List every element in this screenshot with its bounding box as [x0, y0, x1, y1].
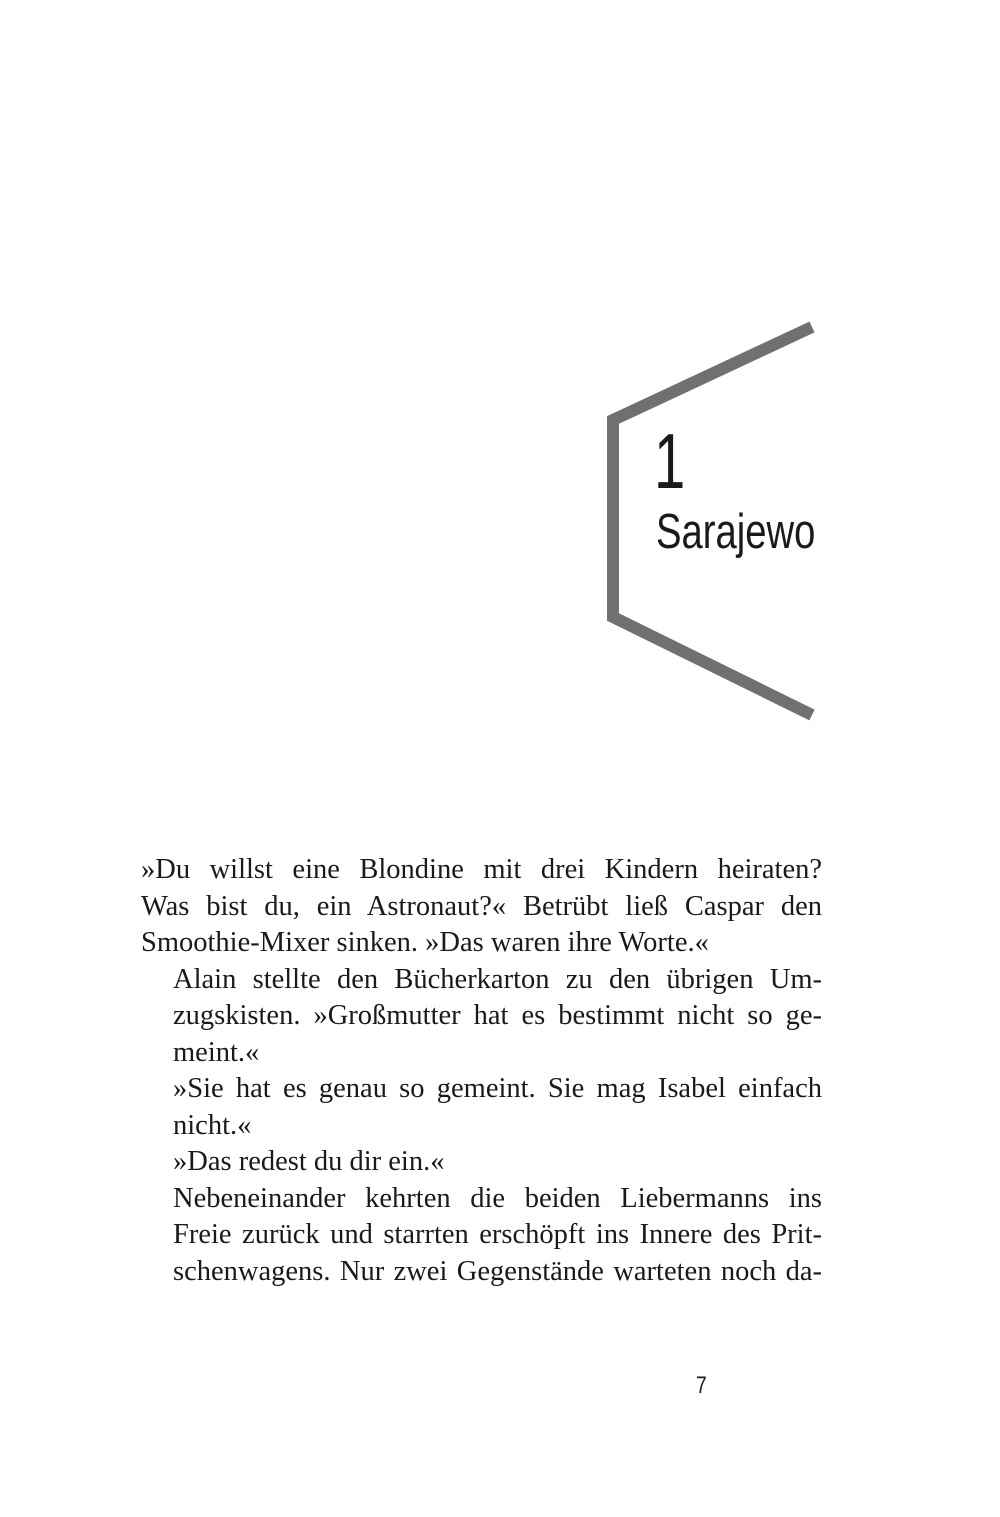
paragraph-1 — [141, 852, 822, 962]
chapter-number: 1 — [654, 417, 686, 505]
text-line: Nebeneinander kehrten die beiden Liebermanns ins — [173, 1182, 822, 1214]
text-line: »Das redest du dir ein.« — [173, 1146, 445, 1177]
text-line: zugskisten. »Großmutter hat es bestimmt nicht so ge- — [173, 1000, 822, 1031]
paragraph-2 — [141, 962, 822, 1072]
chapter-body-text — [141, 852, 822, 1290]
paragraph-4 — [141, 1144, 822, 1181]
text-line: Was bist du, ein Astronaut?« Betrübt ließ Caspar den — [141, 890, 822, 922]
text-line: meint.« — [173, 1036, 260, 1068]
text-line: schenwagens. Nur zwei Gegenstände warteten noch da- — [173, 1255, 822, 1287]
paragraph-3 — [141, 1071, 822, 1144]
text-line: nicht.« — [173, 1109, 252, 1141]
text-line: »Sie hat es genau so gemeint. Sie mag Isabel einfach — [173, 1073, 822, 1104]
chapter-title: Sarajewo — [656, 505, 816, 559]
text-line: Freie zurück und starrten erschöpft ins Innere des Prit- — [173, 1219, 822, 1250]
page-number: 7 — [696, 1372, 707, 1399]
text-line: Alain stellte den Bücherkarton zu den übrigen Um- — [173, 963, 822, 995]
text-line: »Du willst eine Blondine mit drei Kindern heiraten? — [141, 854, 822, 885]
text-line: Smoothie-Mixer sinken. »Das waren ihre Worte.« — [141, 927, 709, 958]
paragraph-5 — [141, 1181, 822, 1291]
